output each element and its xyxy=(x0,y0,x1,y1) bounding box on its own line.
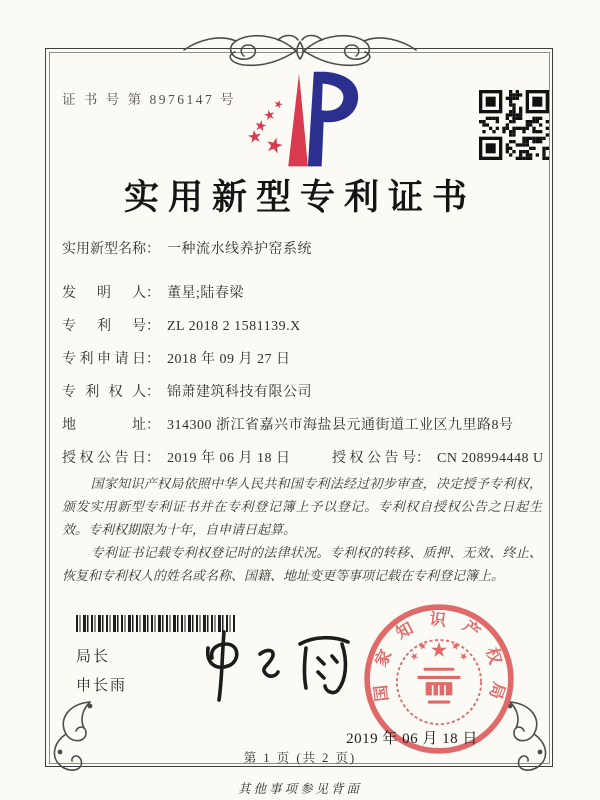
field-value: 一种流水线养护窑系统 xyxy=(167,242,312,257)
field-label: 地址 xyxy=(62,418,146,433)
field-value: CN 208994448 U xyxy=(437,451,544,466)
seal-text: 国家知识产权局 xyxy=(369,609,510,717)
national-emblem-icon xyxy=(397,640,481,724)
field-label: 授权公告号 xyxy=(332,451,416,466)
field-value: 锦萧建筑科技有限公司 xyxy=(167,385,312,400)
field-row: 专利号： ZL 2018 2 1581139.X xyxy=(62,317,544,337)
field-label: 专利申请日 xyxy=(62,352,146,367)
legal-paragraph-2: 专利证书记载专利权登记时的法律状况。专利权的转移、质押、无效、终止、恢复和专利权人的姓名或名称、国籍、地址变更等事项记载在专利登记簿上。 xyxy=(62,545,542,583)
field-value: 314300 浙江省嘉兴市海盐县元通街道工业区九里路8号 xyxy=(167,418,514,433)
field-label: 授权公告日 xyxy=(62,451,146,466)
logo-stars xyxy=(247,99,284,154)
field-value: 董星;陆春梁 xyxy=(167,286,244,301)
field-row: 发明人： 董星;陆春梁 xyxy=(62,284,544,304)
signer-title: 局长 xyxy=(76,649,111,665)
legal-paragraph-1: 国家知识产权局依照中华人民共和国专利法经过初步审查，决定授予专利权，颁发实用新型专利证书并在专利登记簿上予以登记。专利权自授权公告之日起生效。专利权期限为十年，自申请日起算。 xyxy=(62,476,542,537)
grant-date: 授权公告日： 2019 年 06 月 18 日 xyxy=(62,449,291,469)
back-side-note: 其他事项参见背面 xyxy=(237,782,362,796)
legal-text xyxy=(62,472,542,587)
certificate-title: 实用新型专利证书 xyxy=(123,178,476,217)
field-value: ZL 2018 2 1581139.X xyxy=(167,319,301,334)
signer-name: 申长雨 xyxy=(76,678,128,694)
grant-number: 授权公告号： CN 208994448 U xyxy=(332,449,544,469)
field-row: 实用新型名称： 一种流水线养护窑系统 xyxy=(62,240,544,260)
logo-triangle xyxy=(288,74,308,167)
field-label: 专利号 xyxy=(62,319,146,334)
seal-date: 2019 年 06 月 18 日 xyxy=(346,731,478,747)
logo-p-mark xyxy=(308,72,358,167)
field-row: 专利权人： 锦萧建筑科技有限公司 xyxy=(62,383,544,403)
grant-row xyxy=(62,449,544,469)
field-label: 发明人 xyxy=(62,286,146,301)
field-value: 2019 年 06 月 18 日 xyxy=(167,451,291,466)
commissioner-signature xyxy=(196,624,358,706)
field-row: 地址： 314300 浙江省嘉兴市海盐县元通街道工业区九里路8号 xyxy=(62,416,544,436)
certificate-fields xyxy=(62,240,544,482)
field-row: 专利申请日： 2018 年 09 月 27 日 xyxy=(62,350,544,370)
field-label: 实用新型名称 xyxy=(62,242,146,257)
qr-code xyxy=(479,90,549,160)
field-label: 专利权人 xyxy=(62,385,146,400)
field-value: 2018 年 09 月 27 日 xyxy=(167,352,291,367)
cnipa-logo xyxy=(237,66,365,180)
certificate-number: 证 书 号 第 8976147 号 xyxy=(62,92,237,107)
page-number: 第 1 页 (共 2 页) xyxy=(243,751,357,765)
